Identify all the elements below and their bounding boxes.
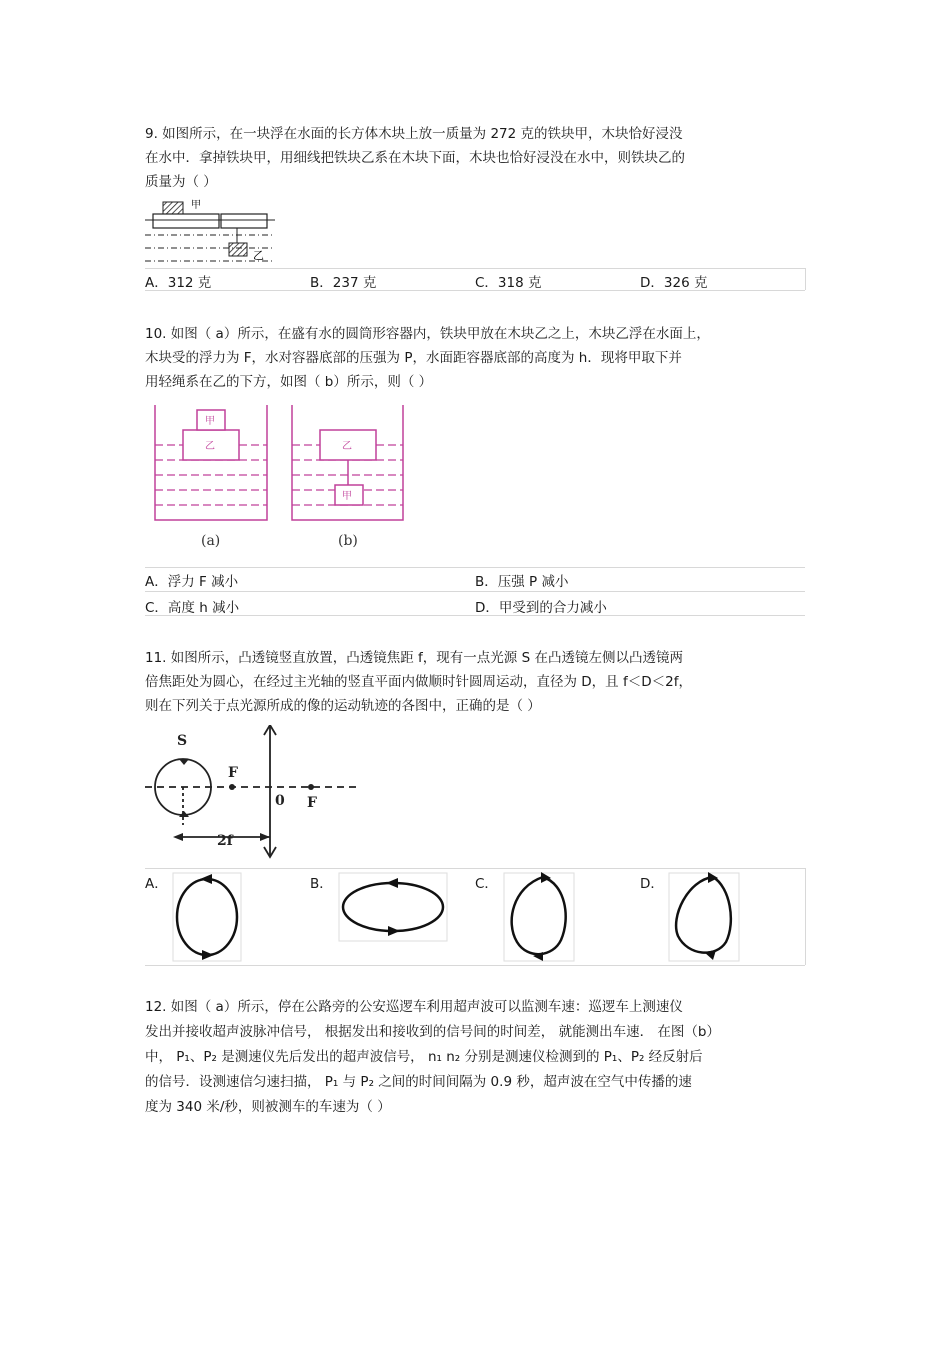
q11-figure: [145, 725, 365, 860]
q11-line-1: 11. 如图所示，凸透镜竖直放置，凸透镜焦距 f，现有一点光源 S 在凸透镜左侧以凸透镜两: [145, 650, 683, 666]
q12-line-1: 12. 如图（ a）所示，停在公路旁的公安巡逻车利用超声波可以监测车速：巡逻车上测速仪: [145, 999, 683, 1015]
label-2f: 2f: [217, 833, 233, 849]
q9-option-b[interactable]: B．237 克: [310, 275, 377, 291]
q12-line-4: 的信号．设测速信匀速扫描， P₁ 与 P₂ 之间的时间间隔为 0.9 秒，超声波在空气中传播的速: [145, 1074, 692, 1090]
q11-line-3: 则在下列关于点光源所成的像的运动轨迹的各图中，正确的是（ ）: [145, 698, 541, 714]
fig-a-label: (a): [201, 533, 221, 549]
q10-figure: [145, 400, 415, 560]
wood-block-left: [153, 214, 219, 228]
focal-point-left: [229, 784, 235, 790]
q9-line-3: 质量为（ ）: [145, 174, 217, 190]
q12-line-3: 中， P₁、P₂ 是测速仪先后发出的超声波信号， n₁ n₂ 分别是测速仪检测到的 P₁、P₂ 经反射后: [145, 1049, 703, 1065]
iron-block-jia: [163, 202, 183, 214]
fig-a-jia: 甲: [205, 416, 215, 427]
q9-line-2: 在水中．拿掉铁块甲，用细线把铁块乙系在木块下面，木块也恰好浸没在水中，则铁块乙的: [145, 150, 685, 166]
fig-b-yi: 乙: [342, 441, 352, 452]
q10-line-2: 木块受的浮力为 F，水对容器底部的压强为 P，水面距容器底部的高度为 h．现将甲取下并: [145, 350, 682, 366]
q11-option-d-figure: [668, 872, 740, 962]
wood-block-right: [221, 214, 267, 228]
q11-option-b-figure: [338, 872, 448, 942]
q11-option-a[interactable]: A．: [145, 876, 168, 892]
q10-option-b[interactable]: B．压强 P 减小: [475, 574, 569, 590]
label-yi: 乙: [253, 249, 264, 262]
q9-option-a[interactable]: A．312 克: [145, 275, 212, 291]
q12-line-2: 发出并接收超声波脉冲信号， 根据发出和接收到的信号间的时间差， 就能测出车速． 在图（b）: [145, 1024, 720, 1040]
q10-line-1: 10. 如图（ a）所示，在盛有水的圆筒形容器内，铁块甲放在木块乙之上，木块乙浮在水面上，: [145, 326, 710, 342]
q11-option-d[interactable]: D．: [640, 876, 664, 892]
iron-block-yi: [229, 243, 247, 256]
q9-option-c[interactable]: C．318 克: [475, 275, 542, 291]
q11-option-b[interactable]: B．: [310, 876, 333, 892]
q10-option-d[interactable]: D．甲受到的合力减小: [475, 600, 607, 616]
q11-option-c[interactable]: C．: [475, 876, 498, 892]
label-S: S: [177, 733, 188, 749]
label-F2: F: [307, 795, 317, 811]
focal-point-right: [308, 784, 314, 790]
label-jia: 甲: [191, 200, 201, 211]
label-O: 0: [275, 793, 285, 809]
q9-line-1: 9. 如图所示，在一块浮在水面的长方体木块上放一质量为 272 克的铁块甲，木块恰好浸没: [145, 126, 683, 142]
q12-line-5: 度为 340 米/秒，则被测车的车速为（ ）: [145, 1099, 391, 1115]
q11-option-c-figure: [503, 872, 575, 962]
label-F1: F: [228, 765, 238, 781]
fig-b-jia: 甲: [342, 491, 352, 502]
q10-line-3: 用轻绳系在乙的下方，如图（ b）所示，则（ ）: [145, 374, 433, 390]
q9-figure: [145, 195, 275, 267]
fig-a-yi: 乙: [205, 441, 215, 452]
fig-b-label: (b): [338, 533, 358, 549]
q10-option-c[interactable]: C．高度 h 减小: [145, 600, 240, 616]
q11-line-2: 倍焦距处为圆心，在经过主光轴的竖直平面内做顺时针圆周运动，直径为 D，且 f＜D＜2f，: [145, 674, 692, 690]
q11-option-a-figure: [172, 872, 242, 962]
q9-option-d[interactable]: D．326 克: [640, 275, 708, 291]
q10-option-a[interactable]: A．浮力 F 减小: [145, 574, 239, 590]
